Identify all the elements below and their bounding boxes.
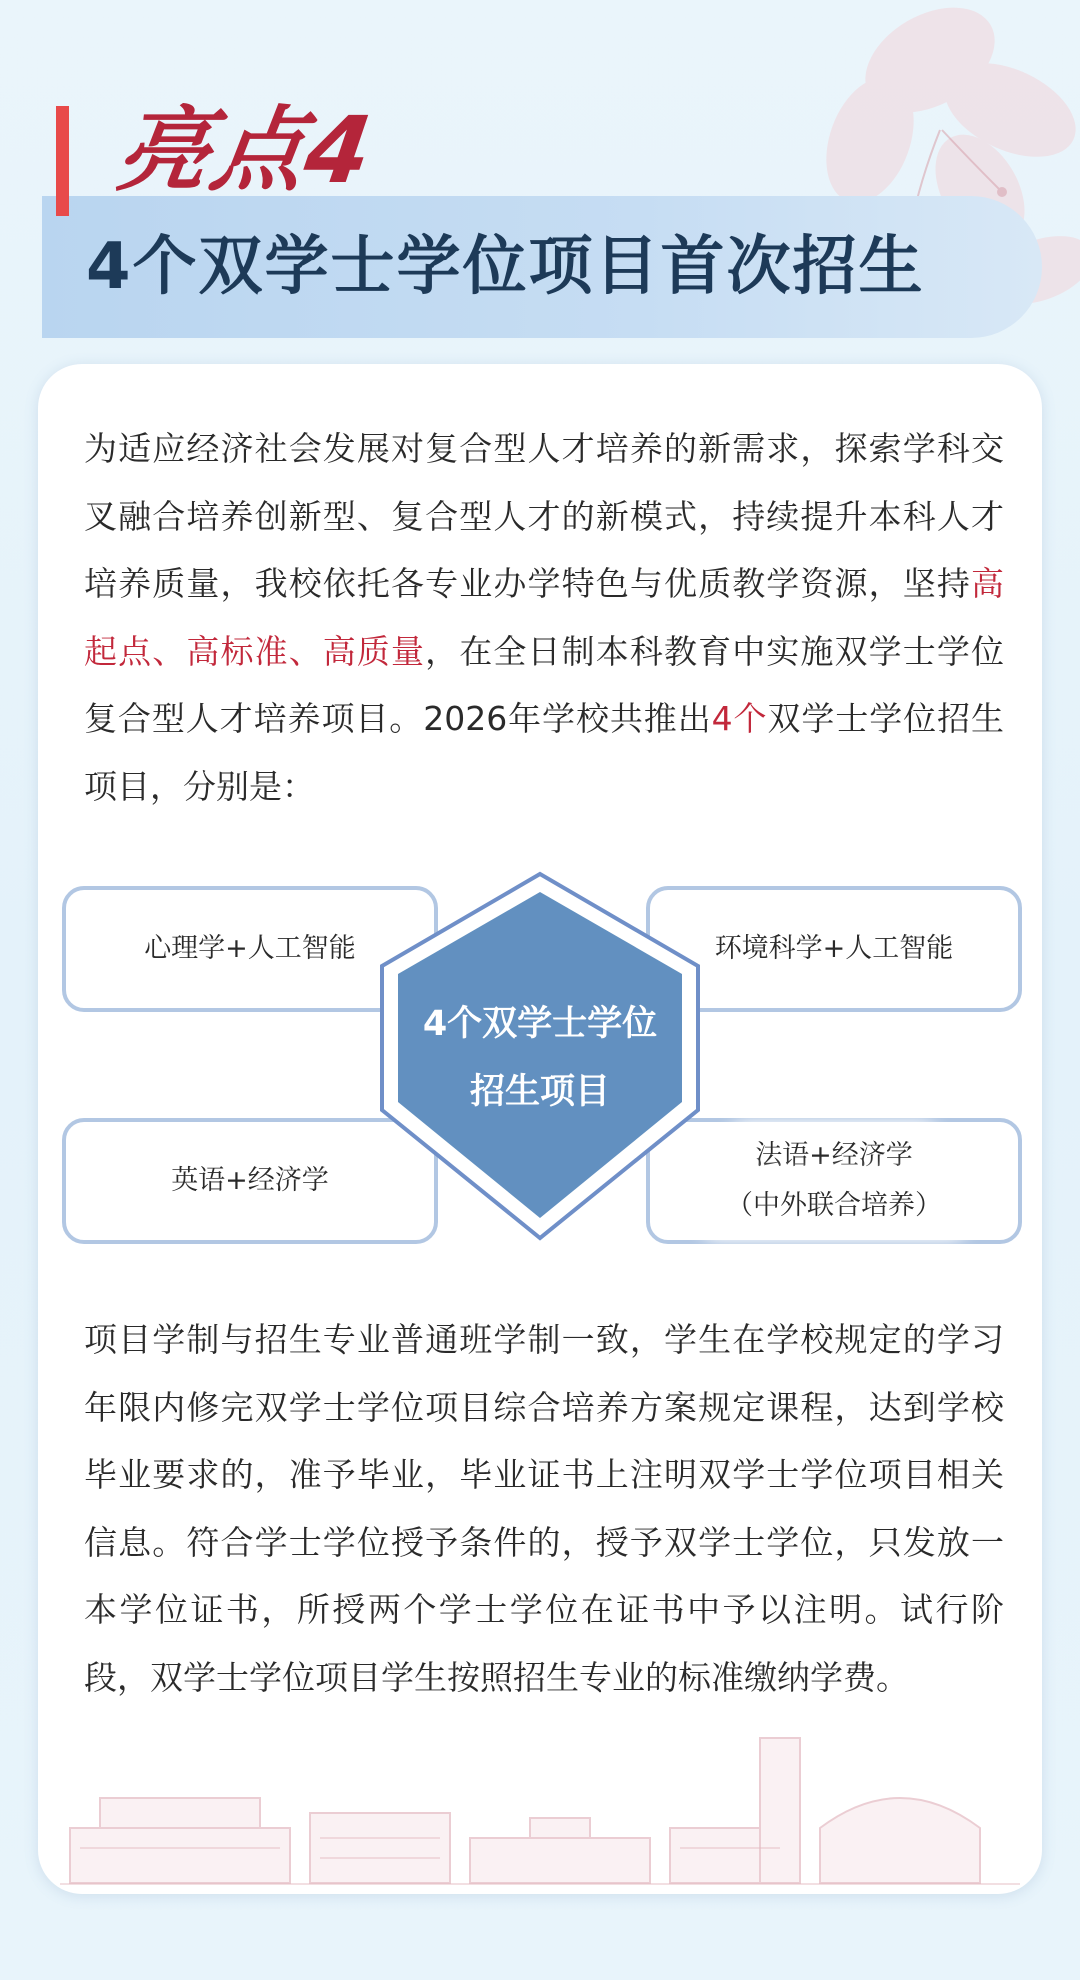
intro-text-b: ，在全日制本科教育中实施双学士学位复合型人才培养项目。2026年学校共推出 [84, 631, 1005, 738]
center-line-2: 招生项目 [469, 1072, 610, 1112]
program-label: 环境科学+人工智能 [687, 924, 982, 974]
intro-highlight: 高起点、高标准、高质量 [84, 564, 1004, 671]
program-label: 法语+经济学 [727, 1131, 941, 1181]
center-line-1: 4个双学士学位 [422, 1004, 658, 1044]
page-title: 亮点4 [110, 97, 380, 204]
campus-building-decoration [60, 1718, 1020, 1888]
page-subtitle: 4个双学士学位项目首次招生 [86, 230, 925, 304]
intro-paragraph [84, 415, 1004, 820]
program-label: 心理学+人工智能 [116, 924, 384, 974]
program-label: 英语+经济学 [143, 1156, 357, 1206]
details-paragraph: 项目学制与招生专业普通班学制一致，学生在学校规定的学习年限内修完双学士学位项目综合培养方案规定课程，达到学校毕业要求的，准予毕业，毕业证书上注明双学士学位项目相关信息。符合学士学位授予条件的，授予双学士学位，只发放一本学位证书，所授两个学士学位在证书中予以注明。试行阶段，双学士学位项目学生按照招生专业的标准缴纳学费。 [84, 1320, 1004, 1697]
title-accent-bar [56, 106, 69, 216]
center-hexagon-label [382, 990, 698, 1126]
intro-text-c: 双学士学位招生项目，分别是： [84, 699, 1005, 806]
program-count: 4个 [711, 699, 768, 738]
program-note: （中外联合培养） [698, 1181, 970, 1231]
intro-text-a: 为适应经济社会发展对复合型人才培养的新需求，探索学科交叉融合培养创新型、复合型人才的新模式，持续提升本科人才培养质量，我校依托各专业办学特色与优质教学资源，坚持 [84, 429, 1004, 603]
